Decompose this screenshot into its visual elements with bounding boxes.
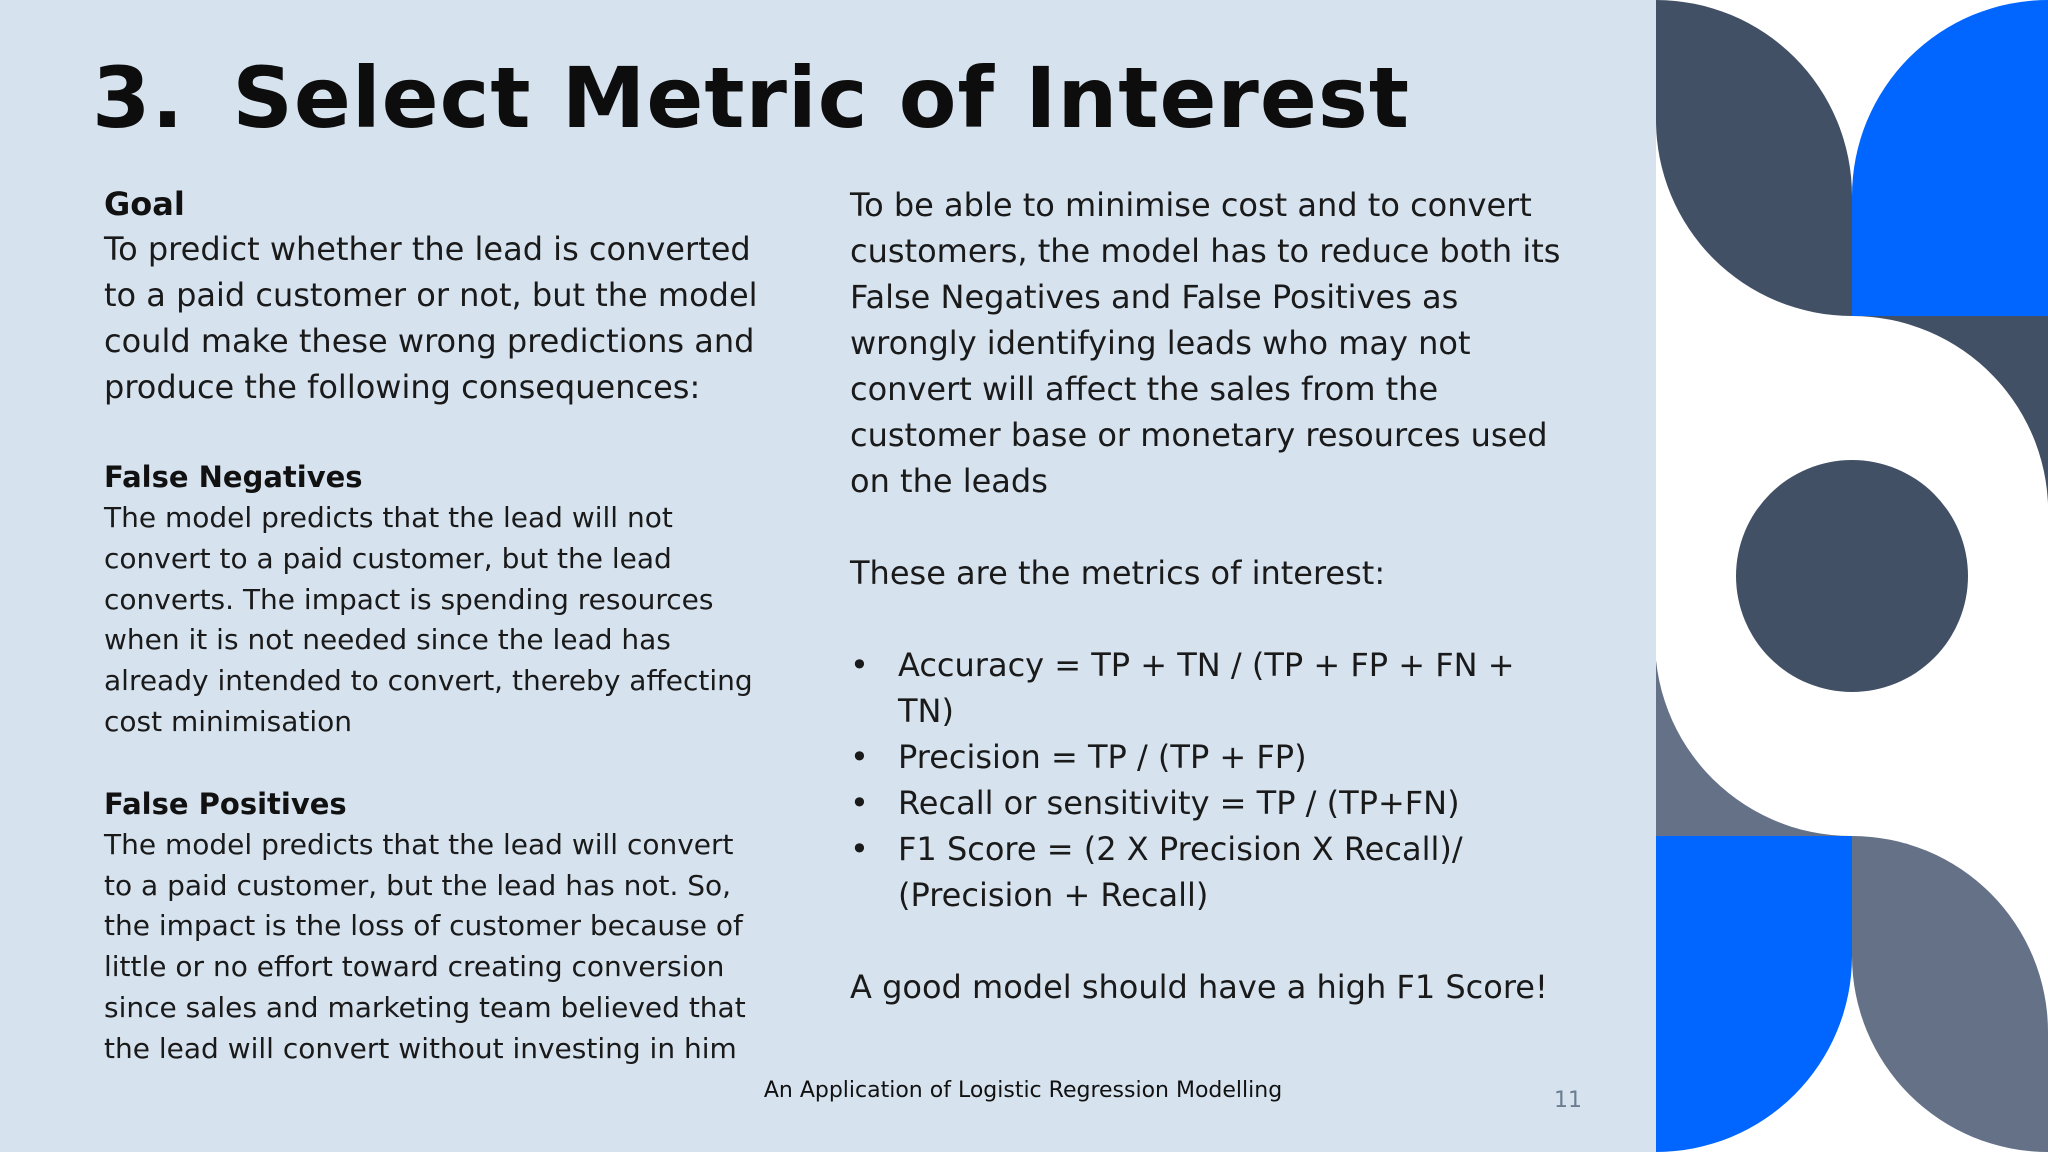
slide-title [92,48,1410,148]
title-number: 3. [92,49,185,147]
fp-line: the impact is the loss of customer because of [104,909,743,943]
fp-line: The model predicts that the lead will convert [104,827,734,861]
metric-recall [850,780,1590,826]
false-positives-heading: False Positives [104,786,347,821]
metric-f1-score [850,826,1590,918]
intro-line: False Negatives and False Positives as [850,278,1459,316]
deco-circle [1736,460,1968,692]
footer-text: An Application of Logistic Regression Modelling [763,1078,1283,1103]
right-column [850,182,1590,1010]
goal-line: to a paid customer or not, but the model [104,276,758,314]
intro-line: To be able to minimise cost and to convert [850,186,1532,224]
intro-line: wrongly identifying leads who may not [850,324,1471,362]
goal-line: could make these wrong predictions and [104,322,755,360]
decorative-shapes [1656,0,2048,1152]
metric-line: Accuracy = TP + TN / (TP + FP + FN + [898,646,1515,684]
fn-line: when it is not needed since the lead has [104,623,671,657]
intro-line: customer base or monetary resources used [850,416,1548,454]
fn-line: convert to a paid customer, but the lead [104,541,672,575]
intro-text [850,182,1590,504]
page-number: 11 [1554,1088,1582,1113]
fp-line: little or no effort toward creating conversion [104,950,725,984]
fn-line: converts. The impact is spending resources [104,582,714,616]
metric-line: TN) [898,692,954,730]
left-column [104,182,804,1070]
false-positives-text [104,825,804,1070]
intro-line: convert will affect the sales from the [850,370,1439,408]
fp-line: the lead will convert without investing in him [104,1031,737,1065]
goal-line: To predict whether the lead is converted [104,230,751,268]
intro-line: customers, the model has to reduce both its [850,232,1561,270]
conclusion-text: A good model should have a high F1 Score! [850,968,1548,1006]
fn-line: already intended to convert, thereby affecting [104,664,753,698]
title-text: Select Metric of Interest [232,49,1410,147]
bullet-icon: • [850,784,869,822]
fn-line: The model predicts that the lead will not [104,501,673,534]
intro-line: on the leads [850,462,1048,500]
fp-line: since sales and marketing team believed that [104,990,746,1024]
bullet-icon: • [850,830,869,868]
metric-line: Precision = TP / (TP + FP) [898,738,1307,776]
bullet-icon: • [850,738,869,776]
false-negatives-heading: False Negatives [104,460,363,494]
goal-line: produce the following consequences: [104,368,701,406]
false-negatives-text [104,498,804,743]
metrics-list [850,642,1590,918]
goal-text [104,226,804,410]
goal-heading: Goal [104,185,185,223]
metric-line: (Precision + Recall) [898,876,1209,914]
fn-line: cost minimisation [104,704,353,738]
bullet-icon: • [850,646,869,684]
metric-accuracy [850,642,1590,734]
metric-line: F1 Score = (2 X Precision X Recall)/ [898,830,1463,868]
metric-precision [850,734,1590,780]
fp-line: to a paid customer, but the lead has not. So, [104,868,732,902]
metric-line: Recall or sensitivity = TP / (TP+FN) [898,784,1460,822]
metrics-intro: These are the metrics of interest: [850,554,1386,592]
